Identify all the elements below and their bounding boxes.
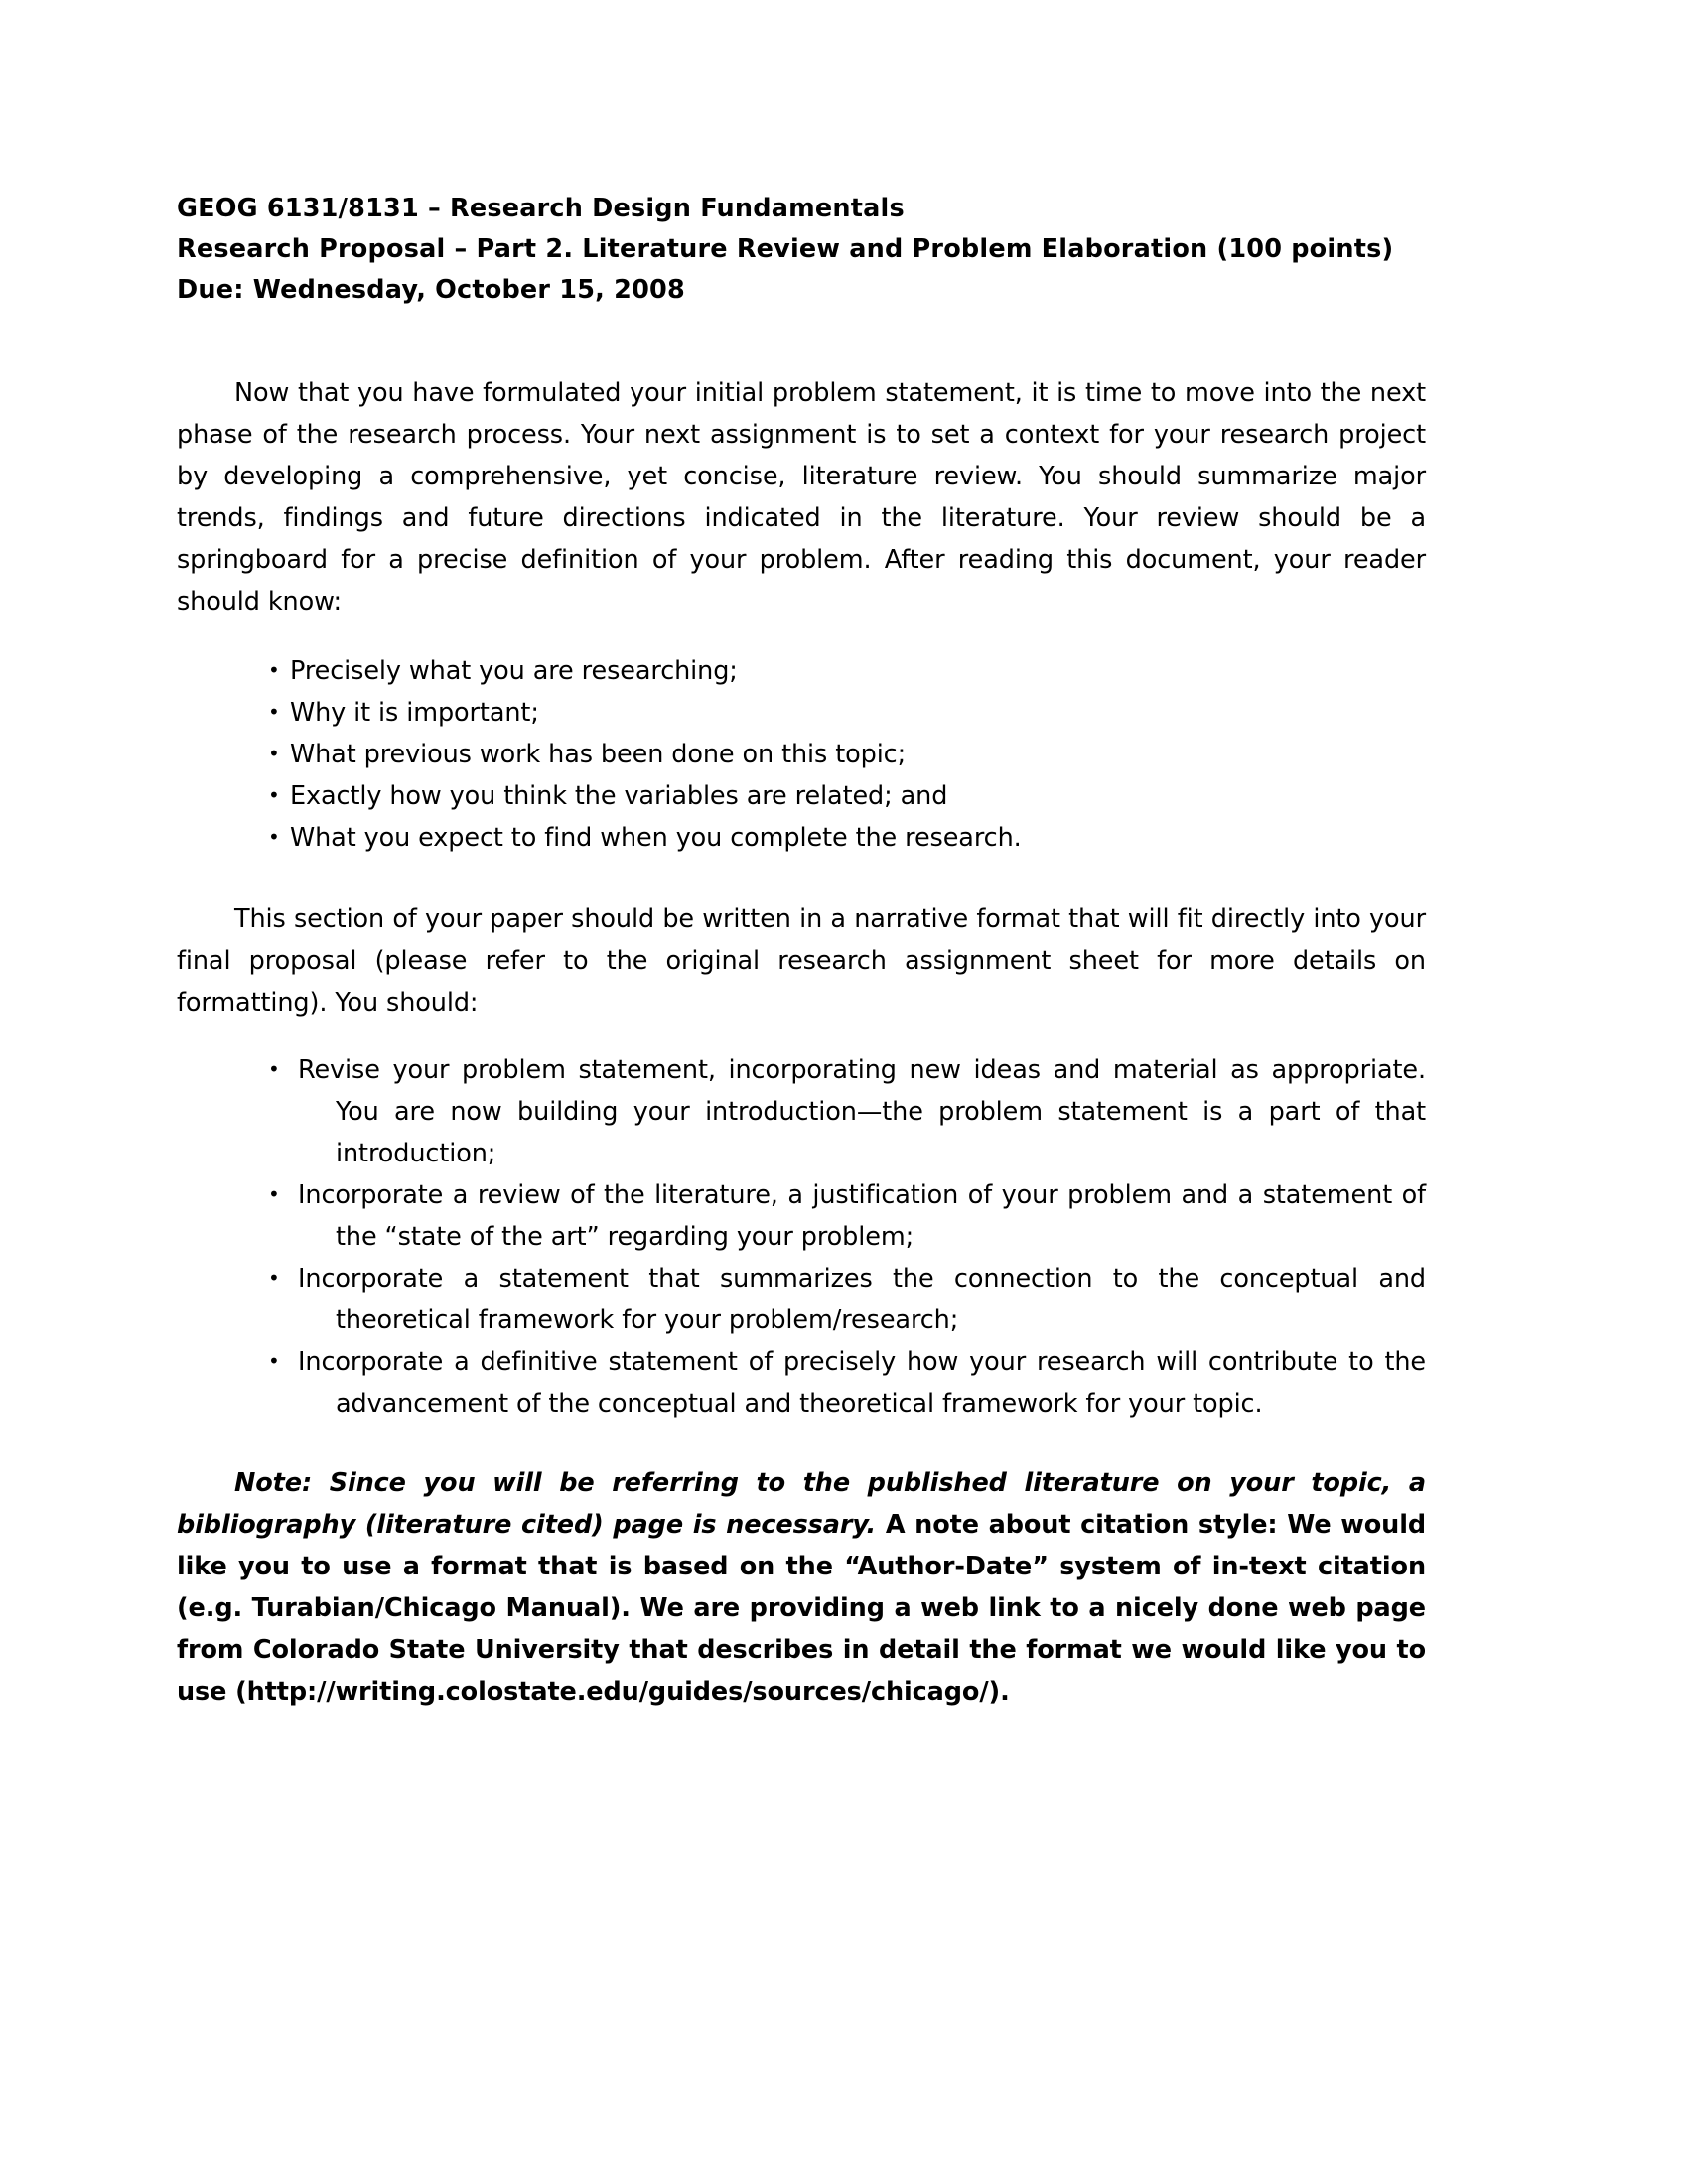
list-item: • Exactly how you think the variables are related; and bbox=[268, 775, 1426, 817]
list-item: • Why it is important; bbox=[268, 692, 1426, 734]
list-item: • Precisely what you are researching; bbox=[268, 650, 1426, 692]
narrative-paragraph: This section of your paper should be written in a narrative format that will fit directly into your final proposal (please refer to the original research assignment sheet for more details on formatting). You should: bbox=[177, 904, 1426, 1018]
list-item bbox=[268, 1049, 1426, 1174]
assignment-header bbox=[177, 189, 1426, 311]
intro-paragraph: Now that you have formulated your initial problem statement, it is time to move into the next phase of the research process. Your next assignment is to set a context for your research project by developing a comprehensive, yet concise, literature review. You should summarize major trends, findings and future directions indicated in the literature. Your review should be a springboard for a precise definition of your problem. After reading this document, your reader should know: bbox=[177, 378, 1426, 616]
list-item-text: • Incorporate a definitive statement of precisely how your research will contribute to the advancement of the conceptual and theoretical framework for your topic. bbox=[298, 1347, 1426, 1419]
note-remainder-text: A note about citation style: We would like you to use a format that is based on the “Author-Date” system of in-text citation (e.g. Turabian/Chicago Manual). We are providing a web link to a nicely done web page from Colorado State University that describes in detail the format we would like you to use (http://writing.colostate.edu/guides/sources/chicago/). bbox=[177, 1510, 1426, 1706]
note-emphasis-text: Note: Since you will be referring to the published literature on your topic, a bibliography (literature cited) page is necessary. bbox=[177, 1468, 1426, 1540]
document-content bbox=[177, 189, 1426, 1712]
list-item-text: • Incorporate a review of the literature, a justification of your problem and a statement of the “state of the art” regarding your problem; bbox=[298, 1180, 1426, 1252]
list-item bbox=[268, 1341, 1426, 1425]
list-item bbox=[268, 1258, 1426, 1341]
due-date-line: Due: Wednesday, October 15, 2008 bbox=[177, 275, 685, 305]
list-item-text: • Incorporate a statement that summarizes the connection to the conceptual and theoretical framework for your problem/research; bbox=[298, 1264, 1426, 1335]
assignment-title-line: Research Proposal – Part 2. Literature Review and Problem Elaboration (100 points) bbox=[177, 234, 1394, 264]
list-item-text: • Revise your problem statement, incorporating new ideas and material as appropriate. You are now building your introduction—the problem statement is a part of that introduction; bbox=[298, 1055, 1426, 1168]
paragraph-spacer bbox=[177, 859, 1426, 898]
course-title-line: GEOG 6131/8131 – Research Design Fundamentals bbox=[177, 194, 905, 223]
list-item: • What you expect to find when you complete the research. bbox=[268, 817, 1426, 859]
list-item: • What previous work has been done on this topic; bbox=[268, 734, 1426, 775]
reader-should-know-list bbox=[177, 650, 1426, 859]
note-paragraph bbox=[177, 1462, 1426, 1712]
you-should-list bbox=[177, 1049, 1426, 1425]
list-item bbox=[268, 1174, 1426, 1258]
